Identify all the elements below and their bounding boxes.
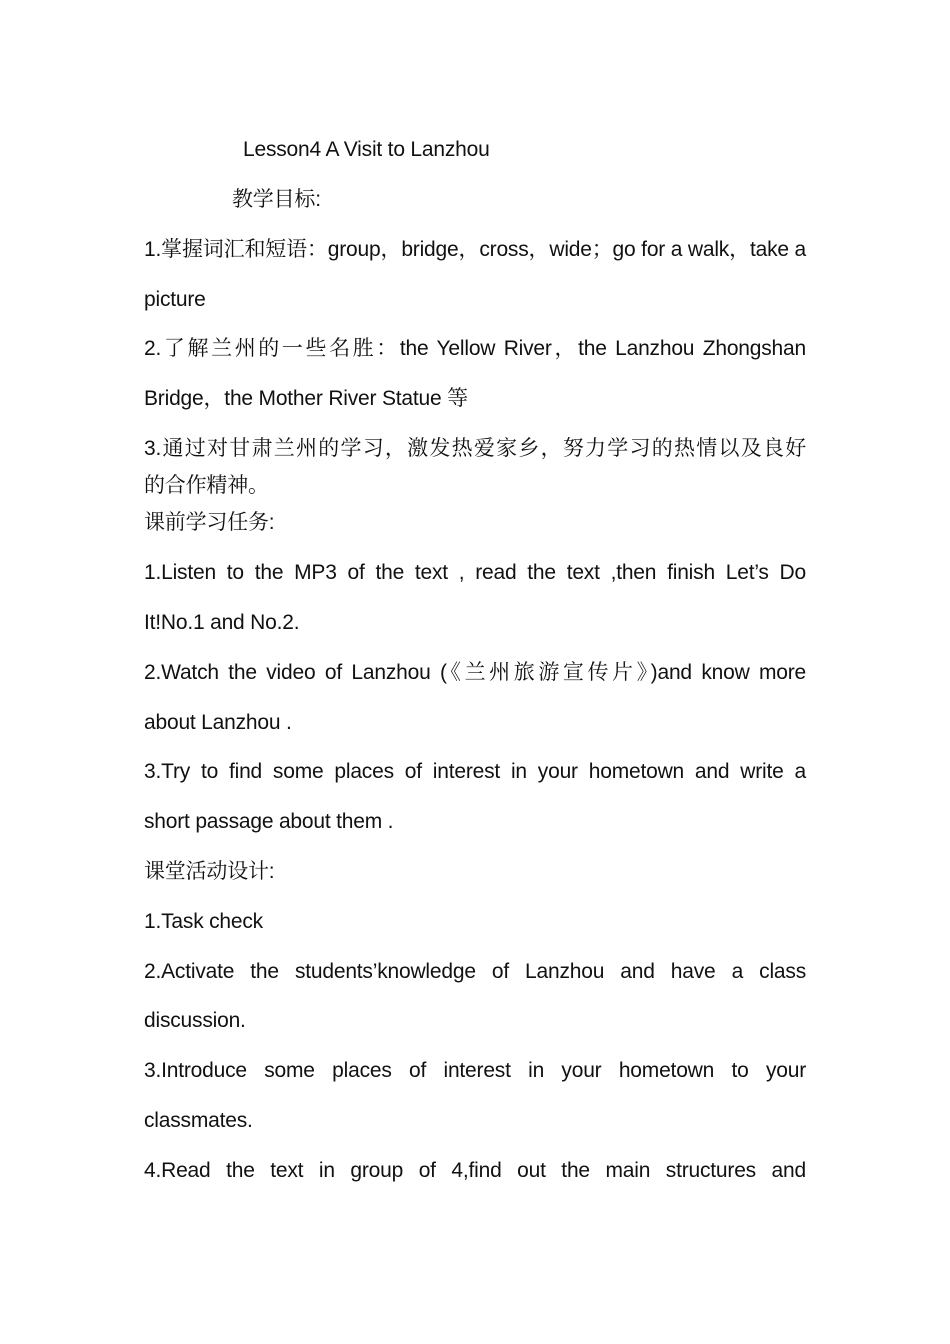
objective-2-line-2: Bridge，the Mother River Statue 等 [144,387,468,410]
pre-class-task-2-line-2: about Lanzhou . [144,711,292,734]
class-activity-2-line-1: 2.Activate the students’knowledge of Lanzhou and have a class [144,960,806,983]
objective-3-line-1: 3.通过对甘肃兰州的学习，激发热爱家乡，努力学习的热情以及良好 [144,437,806,460]
pre-class-task-3-line-2: short passage about them . [144,810,394,833]
class-activity-heading: 课堂活动设计: [144,860,275,883]
pre-class-task-2-line-1: 2.Watch the video of Lanzhou (《兰州旅游宣传片》)and know more [144,661,806,684]
objectives-heading: 教学目标: [232,188,321,211]
objective-1-line-2: picture [144,288,206,311]
class-activity-4-line-1: 4.Read the text in group of 4,find out the main structures and [144,1159,806,1182]
class-activity-3-line-2: classmates. [144,1109,253,1132]
objective-1-line-1: 1.掌握词汇和短语：group，bridge，cross，wide；go for a walk，take a [144,238,806,261]
pre-class-task-1-line-2: It!No.1 and No.2. [144,611,300,634]
objective-2-line-1: 2.了解兰州的一些名胜：the Yellow River，the Lanzhou Zhongshan [144,337,806,360]
objective-3-line-2: 的合作精神。 [144,474,269,497]
pre-class-heading: 课前学习任务: [144,511,275,534]
class-activity-1: 1.Task check [144,910,263,933]
class-activity-3-line-1: 3.Introduce some places of interest in your hometown to your [144,1059,806,1082]
pre-class-task-3-line-1: 3.Try to find some places of interest in your hometown and write a [144,760,806,783]
pre-class-task-1-line-1: 1.Listen to the MP3 of the text , read the text ,then finish Let’s Do [144,561,806,584]
lesson-title: Lesson4 A Visit to Lanzhou [243,138,490,161]
class-activity-2-line-2: discussion. [144,1009,246,1032]
